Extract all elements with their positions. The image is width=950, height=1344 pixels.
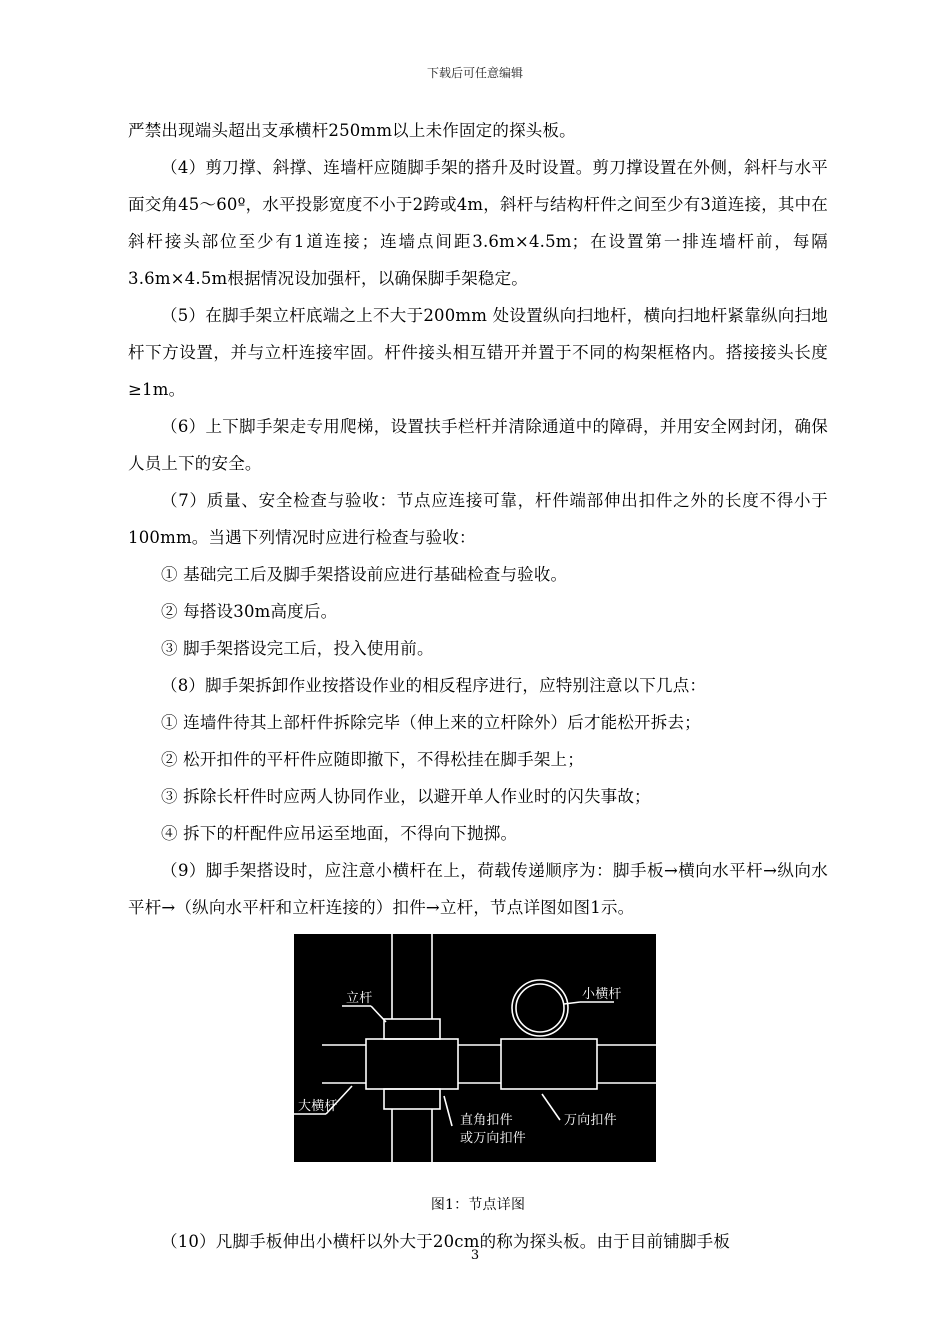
paragraph: （4）剪刀撑、斜撑、连墙杆应随脚手架的搭升及时设置。剪刀撑设置在外侧，斜杆与水平面交角45～60º，水平投影宽度不小于2跨或4m，斜杆与结构杆件之间至少有3道连接，其中在斜杆接头部位至少有1道连接；连墙点间距3.6m×4.5m；在设置第一排连墙杆前，每隔3.6m×4.5m根据情况设加强杆，以确保脚手架稳定。 [128, 158, 828, 288]
page-number: 3 [470, 1248, 480, 1263]
list-item: ③ 拆除长杆件时应两人协同作业，以避开单人作业时的闪失事故； [161, 787, 651, 806]
list-item: ③ 脚手架搭设完工后，投入使用前。 [161, 639, 434, 658]
label-small-crossbar: 小横杆 [582, 987, 622, 1002]
paragraph: （8）脚手架拆卸作业按搭设作业的相反程序进行，应特别注意以下几点： [161, 676, 707, 695]
paragraph: （6）上下脚手架走专用爬梯，设置扶手栏杆并清除通道中的障碍，并用安全网封闭，确保人员上下的安全。 [128, 417, 828, 473]
paragraph: （5）在脚手架立杆底端之上不大于200mm 处设置纵向扫地杆，横向扫地杆紧靠纵向扫地杆下方设置，并与立杆连接牢固。杆件接头相互错开并置于不同的构架框格内。搭接接头长度≥1m。 [128, 306, 828, 399]
paragraph: （10）凡脚手板伸出小横杆以外大于20cm的称为探头板。由于目前铺脚手板 [161, 1232, 731, 1251]
page-header: 下载后可任意编辑 [426, 66, 523, 80]
label-right-angle-coupler: 直角扣件 [460, 1113, 513, 1128]
label-or-swivel-coupler: 或万向扣件 [460, 1131, 527, 1146]
node-detail-figure [294, 934, 656, 1162]
paragraph: （7）质量、安全检查与验收：节点应连接可靠，杆件端部伸出扣件之外的长度不得小于100mm。当遇下列情况时应进行检查与验收： [128, 491, 828, 547]
label-swivel-coupler: 万向扣件 [564, 1113, 617, 1128]
paragraph: （9）脚手架搭设时，应注意小横杆在上，荷载传递顺序为：脚手板→横向水平杆→纵向水平杆→（纵向水平杆和立杆连接的）扣件→立杆，节点详图如图1示。 [128, 861, 828, 917]
list-item: ① 连墙件待其上部杆件拆除完毕（伸上来的立杆除外）后才能松开拆去； [161, 713, 701, 732]
figure-caption: 图1：节点详图 [430, 1197, 526, 1213]
label-vertical-pole: 立杆 [346, 991, 373, 1006]
list-item: ② 松开扣件的平杆件应随即撤下，不得松挂在脚手架上； [161, 750, 584, 769]
list-item: ① 基础完工后及脚手架搭设前应进行基础检查与验收。 [161, 565, 568, 584]
label-big-crossbar: 大横杆 [298, 1099, 338, 1114]
list-item: ② 每搭设30m高度后。 [161, 602, 338, 621]
paragraph: 严禁出现端头超出支承横杆250mm以上未作固定的探头板。 [128, 121, 576, 140]
list-item: ④ 拆下的杆配件应吊运至地面，不得向下抛掷。 [161, 824, 518, 843]
node-detail-drawing [294, 934, 656, 1162]
document-body [128, 112, 828, 1260]
